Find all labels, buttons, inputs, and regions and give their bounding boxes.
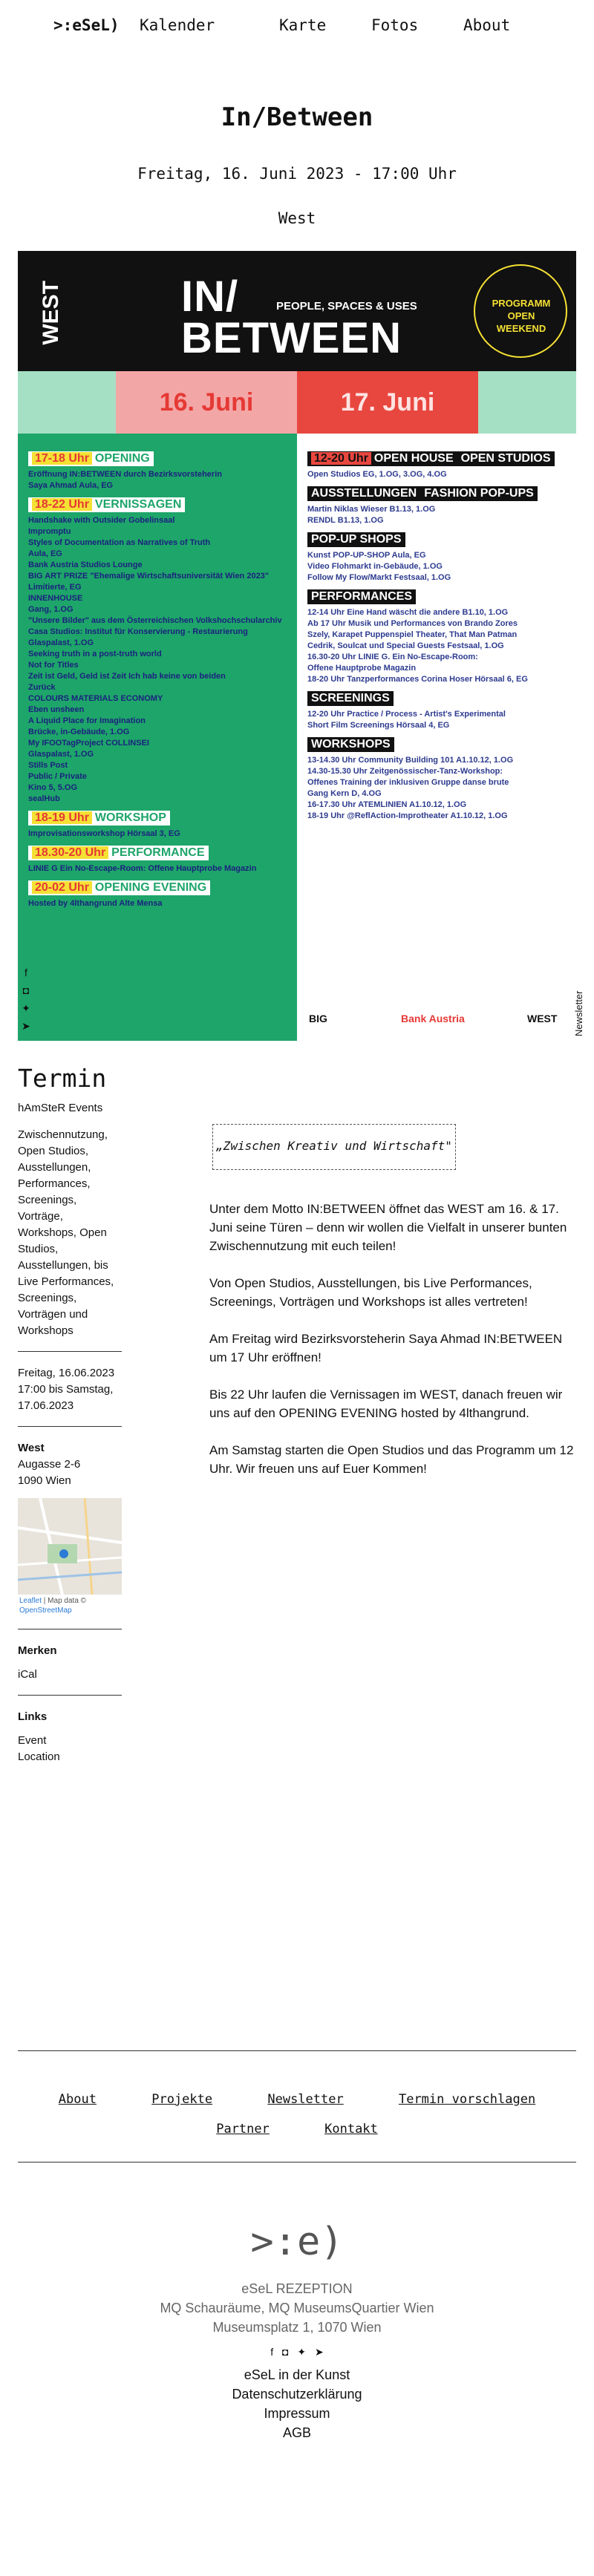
footer-divider-bottom [18, 2162, 576, 2163]
poster-program-line: Zeit ist Geld, Geld ist Zeit Ich hab keine von beiden [28, 672, 226, 681]
nav-kalender[interactable]: Kalender [140, 16, 215, 34]
poster-program-line: "Unsere Bilder" aus dem Österreichischen Volkshochschularchiv [28, 616, 282, 625]
poster-program-line: INNENHOUSE [28, 594, 83, 603]
poster-program-line: Glaspalast, 1.OG [28, 750, 94, 759]
poster-header [18, 251, 576, 371]
top-nav [0, 0, 594, 53]
poster-program-line: Kunst POP-UP-SHOP Aula, EG [307, 551, 426, 560]
poster-section-label: VERNISSAGEN [94, 498, 182, 511]
sponsor-west: WEST [527, 1013, 558, 1024]
page-title: In/Between [221, 102, 373, 132]
description-paragraph: Am Samstag starten die Open Studios und das Programm um 12 Uhr. Wir freuen uns auf Euer Kommen! [209, 1443, 574, 1476]
poster-program-line: Not for Titles [28, 661, 79, 670]
osm-link[interactable]: OpenStreetMap [19, 1606, 72, 1615]
footer-legal-link[interactable]: Datenschutzerklärung [232, 2387, 362, 2402]
poster-badge [474, 264, 567, 358]
poster-program-line: Eröffnung IN:BETWEEN durch Bezirksvorsteherin [28, 470, 222, 479]
instagram-icon[interactable]: ◘ [22, 984, 30, 996]
twitter-icon[interactable]: ✦ [22, 1002, 30, 1014]
poster-day1: 16. Juni [116, 371, 297, 434]
footer-place: MQ Schauräume, MQ MuseumsQuartier Wien [160, 2301, 434, 2315]
poster-section-heading [307, 737, 394, 752]
poster-program-line: Hosted by 4lthangrund Alte Mensa [28, 899, 163, 908]
sidebar-heading: Termin [18, 1064, 107, 1093]
poster-section-heading [28, 880, 210, 895]
poster-program-line: Brücke, in-Gebäude, 1.OG [28, 728, 130, 736]
poster-section-heading [28, 451, 154, 466]
poster-section-label: OPENING [94, 452, 150, 465]
footer-link-projekte[interactable]: Projekte [151, 2092, 213, 2107]
poster-section-time: 17-18 Uhr [32, 452, 92, 465]
poster-section-label: PERFORMANCE [111, 846, 205, 859]
poster-section-label: PERFORMANCES [311, 590, 413, 603]
footer-social [0, 2346, 594, 2358]
divider [18, 1351, 122, 1352]
poster-program-line: Zurück [28, 683, 56, 692]
poster-program-line: Kino 5, 5.OG [28, 783, 78, 792]
venue-address2: 1090 Wien [18, 1474, 71, 1487]
event-date: Freitag, 16. Juni 2023 - 17:00 Uhr [137, 165, 457, 183]
description-paragraph: Bis 22 Uhr laufen die Vernissagen im WEST, danach freuen wir uns auf den OPENING EVENING hosted by 4lthangrund. [209, 1387, 563, 1420]
sponsor-bank-austria: Bank Austria [401, 1013, 465, 1024]
footer-legal-link[interactable]: eSeL in der Kunst [244, 2367, 350, 2382]
poster-program-line: LINIE G Ein No-Escape-Room: Offene Hauptprobe Magazin [28, 864, 257, 873]
poster-program-line: 18-20 Uhr Tanzperformances Corina Hoser Hörsaal 6, EG [307, 675, 528, 684]
poster-program-line: 13-14.30 Uhr Community Building 101 A1.10.12, 1.OG [307, 756, 514, 765]
poster-program-line: sealHub [28, 794, 60, 803]
footer-link-partner[interactable]: Partner [216, 2122, 270, 2137]
site-logo[interactable]: >:eSeL) [53, 16, 120, 34]
poster-program-line: COLOURS MATERIALS ECONOMY [28, 694, 163, 703]
poster-program-line: A Liquid Place for Imagination [28, 716, 146, 725]
organizer: hAmSteR Events [18, 1102, 103, 1114]
nav-about[interactable]: About [463, 16, 511, 34]
footer-links [0, 2085, 594, 2144]
poster-program-line: Video Flohmarkt in-Gebäude, 1.OG [307, 562, 443, 571]
poster-program-line: Short Film Screenings Hörsaal 4, EG [307, 721, 450, 730]
poster-section-heading [307, 691, 394, 706]
footer-address [0, 2279, 594, 2337]
merken-heading: Merken [18, 1644, 57, 1657]
poster-program-line: Improvisationsworkshop Hörsaal 3, EG [28, 829, 180, 838]
poster-section-heading [28, 497, 185, 512]
poster-program-line: Szely, Karapet Puppenspiel Theater, That Man Patman [307, 630, 518, 639]
poster-section-heading [307, 532, 405, 547]
poster-section-time: 18-22 Uhr [32, 498, 92, 511]
poster-section-label: FASHION POP-UPS [424, 487, 534, 500]
poster-program-line: Cedrik, Soulcat und Special Guests Festsaal, 1.OG [307, 641, 504, 650]
poster-program-line: Gang, 1.OG [28, 605, 74, 614]
event-link[interactable]: Event [18, 1734, 47, 1747]
poster-section-time: 20-02 Uhr [32, 881, 92, 894]
newsletter-tab[interactable] [567, 965, 594, 1042]
poster-program-line: Gang Kern D, 4.OG [307, 789, 382, 798]
poster-program-line: Limitierte, EG [28, 583, 82, 592]
poster-section-heading [28, 846, 209, 860]
footer-org: eSeL REZEPTION [241, 2281, 353, 2296]
location-map[interactable] [18, 1498, 122, 1617]
poster-program-line: Stills Post [28, 761, 68, 770]
poster-section-heading [457, 451, 555, 466]
poster-program-line: 14.30-15.30 Uhr Zeitgenössischer-Tanz-Workshop: [307, 767, 503, 776]
divider [18, 1695, 122, 1696]
newsletter-tab-label: Newsletter [573, 990, 584, 1036]
poster-west-logo: WEST [39, 281, 63, 345]
categories: Zwischennutzung, Open Studios, Ausstellungen, Performances, Screenings, Vorträge, Workshops, Open Studios, Ausstellungen, bis Live Performances, Screenings, Vorträgen und Workshops [18, 1128, 114, 1337]
poster-program-line: Martin Niklas Wieser B1.13, 1.OG [307, 505, 436, 514]
poster-program-line: Offene Hauptprobe Magazin [307, 664, 417, 673]
poster-pad-right [478, 371, 576, 434]
poster-section-heading [307, 486, 420, 501]
poster-program-line: RENDL B1.13, 1.OG [307, 516, 384, 525]
footer-legal-link[interactable]: Impressum [264, 2406, 330, 2421]
poster-program-line: Public / Private [28, 772, 87, 781]
poster-section-label: OPEN HOUSE [373, 452, 454, 465]
poster-program-line: BIG ART PRIZE "Ehemalige Wirtschaftsuniversität Wien 2023" [28, 572, 270, 581]
poster-program-line: Eben unsheen [28, 705, 85, 714]
poster-section-label: POP-UP SHOPS [311, 533, 402, 546]
divider [18, 1426, 122, 1427]
leaflet-link[interactable]: Leaflet [19, 1597, 42, 1605]
poster-sponsors [297, 1002, 576, 1041]
poster-program-line: Ab 17 Uhr Musik und Performances von Brando Zores [307, 619, 518, 628]
poster-section-time: 18.30-20 Uhr [32, 846, 108, 859]
footer-link-termin-vorschlagen[interactable]: Termin vorschlagen [398, 2092, 536, 2107]
poster-program-line: Impromptu [28, 527, 71, 536]
poster-program-line: Bank Austria Studios Lounge [28, 560, 143, 569]
poster-in: IN/ [181, 272, 239, 321]
poster-program-line: Handshake with Outsider Gobelinsaal [28, 516, 175, 525]
poster-program-line: 18-19 Uhr @ReflAction-Improtheater A1.10.12, 1.OG [307, 811, 508, 820]
event-poster [18, 251, 576, 1041]
poster-program-line: Aula, EG [28, 549, 62, 558]
event-sidebar [18, 1064, 122, 1765]
map-tiles [18, 1498, 122, 1595]
sponsor-big: BIG [309, 1013, 327, 1024]
poster-section-label: WORKSHOP [94, 811, 166, 824]
telegram-icon[interactable]: ➤ [315, 2346, 324, 2358]
poster-program-line: Casa Studios: Institut für Konservierung - Restaurierung [28, 627, 248, 636]
event-quote: „Zwischen Kreativ und Wirtschaft" [212, 1124, 456, 1170]
event-venue: West [278, 209, 316, 227]
poster-program-line: Saya Ahmad Aula, EG [28, 481, 114, 490]
poster-section-heading [307, 451, 457, 466]
description-paragraph: Am Freitag wird Bezirksvorsteherin Saya Ahmad IN:BETWEEN um 17 Uhr eröffnen! [209, 1332, 563, 1364]
poster-day2: 17. Juni [297, 371, 478, 434]
venue-name[interactable]: West [18, 1442, 45, 1454]
description-paragraph: Unter dem Motto IN:BETWEEN öffnet das WEST am 16. & 17. Juni seine Türen – denn wir wollen die Vielfalt in unserer bunten Zwischennutzung mit euch teilen! [209, 1202, 567, 1253]
poster-section-time: 18-19 Uhr [32, 811, 92, 824]
facebook-icon[interactable]: f [270, 2346, 274, 2358]
description-paragraph: Von Open Studios, Ausstellungen, bis Live Performances, Screenings, Vorträgen und Workshops ist alles vertreten! [209, 1276, 532, 1309]
poster-section-label: AUSSTELLUNGEN [311, 487, 417, 500]
footer-legal-link[interactable]: AGB [282, 2425, 311, 2440]
event-when: Freitag, 16.06.2023 17:00 bis Samstag, 17.06.2023 [18, 1367, 115, 1412]
poster-program-line: Offenes Training der inklusiven Gruppe danse brute [307, 778, 509, 787]
poster-between: BETWEEN [181, 314, 402, 362]
poster-section-label: OPENING EVENING [94, 881, 207, 894]
poster-section-heading [420, 486, 538, 501]
nav-karte[interactable]: Karte [279, 16, 327, 34]
links-heading: Links [18, 1710, 48, 1723]
facebook-icon[interactable]: f [25, 967, 27, 978]
poster-program-line: 12-20 Uhr Practice / Process - Artist's Experimental [307, 710, 506, 719]
poster-section-label: SCREENINGS [311, 692, 390, 705]
footer-link-newsletter[interactable]: Newsletter [267, 2092, 344, 2107]
poster-program-line: Glaspalast, 1.OG [28, 638, 94, 647]
event-description [209, 1200, 576, 1497]
footer-divider-top [18, 2050, 576, 2051]
poster-program-line: 16.30-20 Uhr LINIE G. Ein No-Escape-Room: [307, 653, 478, 661]
poster-badge-text: PROGRAMM OPEN WEEKEND [492, 298, 551, 334]
footer-street: Museumsplatz 1, 1070 Wien [212, 2320, 382, 2335]
poster-pad-left [18, 371, 116, 434]
social-share-bar [18, 967, 34, 1038]
poster-program-line: 16-17.30 Uhr ATEMLINIEN A1.10.12, 1.OG [307, 800, 467, 809]
venue-address1: Augasse 2-6 [18, 1458, 81, 1471]
nav-links [140, 16, 510, 34]
poster-program-line: My IFOOTagProject COLLINSEI [28, 739, 149, 748]
poster-section-label: OPEN STUDIOS [460, 452, 551, 465]
poster-section-heading [307, 589, 416, 604]
poster-section-heading [28, 811, 170, 826]
footer-link-kontakt[interactable]: Kontakt [324, 2122, 378, 2137]
poster-program-day2 [307, 445, 567, 822]
map-attribution [18, 1595, 122, 1617]
poster-program-line: Styles of Documentation as Narratives of Truth [28, 538, 211, 547]
nav-fotos[interactable]: Fotos [371, 16, 419, 34]
poster-section-time: 12-20 Uhr [311, 452, 371, 465]
poster-program-line: Follow My Flow/Markt Festsaal, 1.OG [307, 573, 451, 582]
footer-link-about[interactable]: About [58, 2092, 97, 2107]
twitter-icon[interactable]: ✦ [297, 2346, 307, 2358]
location-link[interactable]: Location [18, 1750, 60, 1763]
instagram-icon[interactable]: ◘ [282, 2346, 289, 2358]
poster-tagline: PEOPLE, SPACES & USES [276, 300, 417, 313]
footer-legal [0, 2365, 594, 2442]
poster-program-line: 12-14 Uhr Eine Hand wäscht die andere B1.10, 1.OG [307, 608, 509, 617]
map-attr-text: | Map data © [42, 1597, 87, 1605]
poster-section-label: WORKSHOPS [311, 738, 391, 751]
ical-link[interactable]: iCal [18, 1668, 37, 1681]
poster-program-line: Open Studios EG, 1.OG, 3.OG, 4.OG [307, 470, 447, 479]
poster-program-day1 [28, 445, 288, 909]
footer-logo: >:e) [250, 2220, 344, 2264]
telegram-icon[interactable]: ➤ [22, 1020, 30, 1032]
poster-program-line: Seeking truth in a post-truth world [28, 650, 162, 658]
